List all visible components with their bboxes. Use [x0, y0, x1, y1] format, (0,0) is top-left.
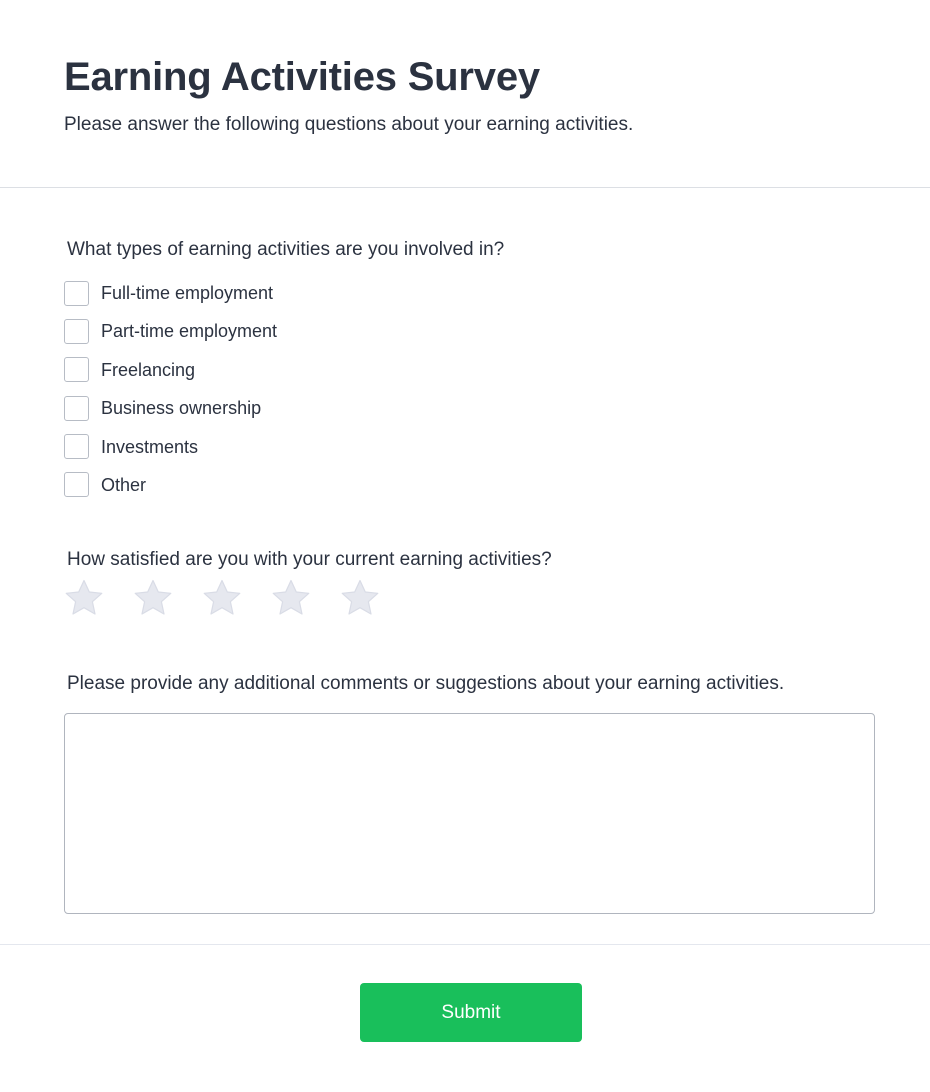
option-investments[interactable] — [64, 435, 277, 459]
star-rating — [64, 578, 409, 618]
option-full-time-employment[interactable] — [64, 281, 277, 305]
survey-footer — [0, 945, 930, 1091]
star-icon[interactable] — [133, 578, 173, 618]
checkbox[interactable] — [64, 319, 89, 344]
option-freelancing[interactable] — [64, 358, 277, 382]
comments-question-label: Please provide any additional comments or suggestions about your earning activities. — [67, 673, 785, 694]
survey-body — [0, 188, 930, 945]
option-other[interactable] — [64, 473, 277, 497]
checkbox[interactable] — [64, 281, 89, 306]
checkbox[interactable] — [64, 396, 89, 421]
checkbox[interactable] — [64, 434, 89, 459]
page-title: Earning Activities Survey — [64, 55, 540, 99]
option-business-ownership[interactable] — [64, 396, 277, 420]
option-label: Investments — [101, 436, 199, 457]
submit-button[interactable]: Submit — [360, 983, 582, 1042]
checkbox[interactable] — [64, 472, 89, 497]
star-icon[interactable] — [271, 578, 311, 618]
activities-question-label: What types of earning activities are you involved in? — [67, 239, 505, 260]
option-label: Full-time employment — [101, 283, 274, 303]
option-label: Business ownership — [101, 398, 262, 419]
survey-header — [0, 0, 930, 188]
option-label: Part-time employment — [101, 321, 278, 342]
star-icon[interactable] — [202, 578, 242, 618]
option-label: Other — [101, 474, 147, 495]
option-label: Freelancing — [101, 359, 196, 380]
star-icon[interactable] — [340, 578, 380, 618]
activities-options — [64, 281, 277, 511]
page-subtitle: Please answer the following questions about your earning activities. — [64, 114, 634, 135]
checkbox[interactable] — [64, 357, 89, 382]
option-part-time-employment[interactable] — [64, 319, 277, 343]
comments-textarea[interactable] — [64, 713, 875, 914]
satisfaction-question-label: How satisfied are you with your current earning activities? — [67, 549, 552, 570]
star-icon[interactable] — [64, 578, 104, 618]
